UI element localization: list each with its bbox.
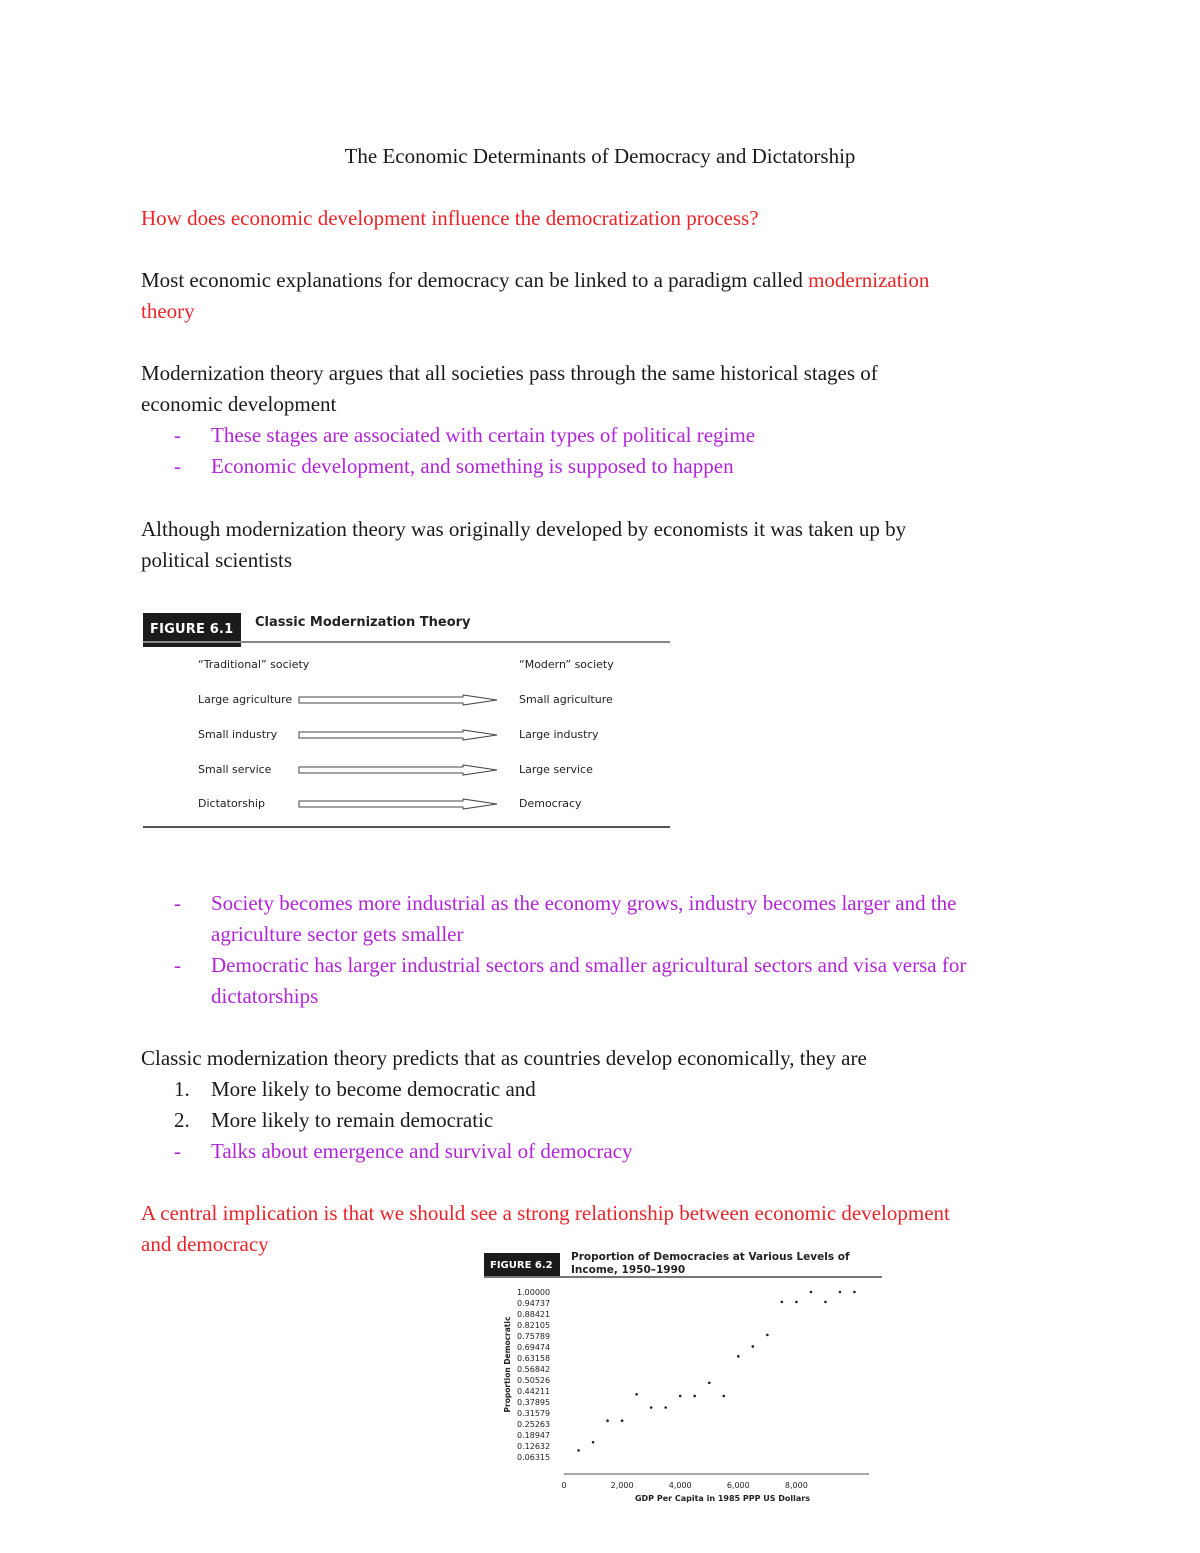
y-tick-label: 0.44211	[517, 1387, 551, 1396]
numbered-item-text: More likely to become democratic and	[211, 1077, 536, 1101]
x-tick-label: 8,000	[784, 1481, 808, 1490]
y-tick-label: 0.63158	[517, 1354, 551, 1363]
scatter-point	[737, 1355, 740, 1358]
scatter-point	[664, 1406, 667, 1409]
y-tick-label: 0.88421	[517, 1310, 551, 1319]
scatter-point	[592, 1441, 595, 1444]
y-tick-label: 0.06315	[517, 1453, 551, 1462]
row-right-label: Large service	[519, 763, 593, 776]
scatter-point	[621, 1419, 624, 1422]
highlight-term-continued: theory	[141, 299, 195, 323]
numbered-item-text: More likely to remain democratic	[211, 1108, 494, 1132]
list-item-text: Talks about emergence and survival of democracy	[211, 1139, 633, 1163]
scatter-point	[766, 1334, 769, 1337]
scatter-point	[722, 1395, 725, 1398]
list-item-text: Society becomes more industrial as the economy grows, industry becomes larger and the	[211, 891, 957, 915]
figure-title-line1: Proportion of Democracies at Various Levels of	[571, 1251, 850, 1263]
row-left-label: Dictatorship	[198, 797, 265, 810]
figure-tag: FIGURE 6.1	[143, 613, 241, 647]
paragraph-modernization-intro	[141, 265, 929, 296]
list-item	[0, 950, 1200, 1012]
y-tick-label: 0.31579	[517, 1409, 551, 1418]
scatter-point	[853, 1291, 856, 1294]
list-item-text: Economic development, and something is supposed to happen	[211, 454, 734, 478]
figure-6-2	[484, 1248, 884, 1510]
paragraph-stages-line2: economic development	[141, 392, 337, 416]
dash-marker: -	[174, 891, 181, 915]
y-tick-label: 0.75789	[517, 1332, 551, 1341]
scatter-chart	[484, 1280, 884, 1510]
y-tick-label: 0.37895	[517, 1398, 551, 1407]
scatter-point	[635, 1393, 638, 1396]
row-right-label: Large industry	[519, 728, 599, 741]
implication-line1: A central implication is that we should see a strong relationship between economic development	[141, 1201, 950, 1225]
x-tick-label: 2,000	[610, 1481, 634, 1490]
list-item	[0, 888, 1200, 950]
y-tick-label: 1.00000	[517, 1288, 551, 1297]
list-item-text: These stages are associated with certain types of political regime	[211, 423, 756, 447]
x-tick-label: 0	[561, 1481, 567, 1490]
x-tick-label: 4,000	[668, 1481, 692, 1490]
scatter-point	[781, 1301, 784, 1304]
list-item-text: Democratic has larger industrial sectors and smaller agricultural sectors and visa versa for	[211, 953, 967, 977]
y-tick-label: 0.94737	[517, 1299, 551, 1308]
y-tick-label: 0.69474	[517, 1343, 551, 1352]
paragraph-predictions: Classic modernization theory predicts that as countries develop economically, they are	[141, 1046, 867, 1070]
arrow-right-icon	[298, 694, 498, 706]
scatter-point	[650, 1406, 653, 1409]
dash-marker: -	[174, 423, 181, 447]
y-tick-label: 0.56842	[517, 1365, 551, 1374]
figure-title: Classic Modernization Theory	[255, 615, 471, 630]
scatter-point	[693, 1395, 696, 1398]
y-tick-label: 0.18947	[517, 1431, 551, 1440]
figure-tag: FIGURE 6.2	[484, 1253, 560, 1278]
x-axis-label: GDP Per Capita in 1985 PPP US Dollars	[634, 1494, 811, 1503]
y-tick-label: 0.25263	[517, 1420, 551, 1429]
row-right-label: Democracy	[519, 797, 582, 810]
scatter-point	[810, 1291, 813, 1294]
list-item-text-continued: dictatorships	[211, 984, 319, 1008]
arrow-right-icon	[298, 729, 498, 741]
scatter-point	[606, 1419, 609, 1422]
arrow-right-icon	[298, 764, 498, 776]
implication-line2: and democracy	[141, 1232, 269, 1256]
figure-divider	[484, 1276, 882, 1278]
paragraph-stages-line1: Modernization theory argues that all societies pass through the same historical stages of	[141, 361, 878, 385]
figure-divider	[143, 641, 670, 643]
figure-title-line2: Income, 1950–1990	[571, 1264, 686, 1276]
figure-bottom-rule	[143, 826, 670, 828]
y-axis-label: Proportion Democratic	[503, 1316, 512, 1413]
row-left-label: Large agriculture	[198, 693, 293, 706]
figure-6-1	[143, 606, 670, 830]
traditional-header: “Traditional” society	[198, 658, 310, 671]
number-marker: 1.	[174, 1077, 190, 1101]
y-tick-label: 0.50526	[517, 1376, 551, 1385]
paragraph-text: Most economic explanations for democracy can be linked to a paradigm called	[141, 268, 809, 292]
row-right-label: Small agriculture	[519, 693, 613, 706]
row-left-label: Small service	[198, 763, 272, 776]
scatter-point	[839, 1291, 842, 1294]
scatter-point	[577, 1449, 580, 1452]
scatter-point	[824, 1301, 827, 1304]
question: How does economic development influence the democratization process?	[141, 206, 759, 230]
scatter-point	[752, 1345, 755, 1348]
scatter-point	[708, 1381, 711, 1384]
y-tick-label: 0.82105	[517, 1321, 551, 1330]
paragraph-origin-line1: Although modernization theory was originally developed by economists it was taken up by	[141, 517, 907, 541]
paragraph-origin-line2: political scientists	[141, 548, 293, 572]
list-item-text-continued: agriculture sector gets smaller	[211, 922, 464, 946]
modern-header: “Modern” society	[519, 658, 614, 671]
x-tick-label: 6,000	[726, 1481, 750, 1490]
figure-title	[571, 1251, 850, 1277]
highlight-term: modernization	[808, 268, 930, 292]
row-left-label: Small industry	[198, 728, 278, 741]
dash-marker: -	[174, 1139, 181, 1163]
number-marker: 2.	[174, 1108, 190, 1132]
scatter-point	[795, 1301, 798, 1304]
scatter-point	[679, 1395, 682, 1398]
y-tick-label: 0.12632	[517, 1442, 551, 1451]
dash-marker: -	[174, 953, 181, 977]
page-title: The Economic Determinants of Democracy and Dictatorship	[344, 144, 856, 168]
arrow-right-icon	[298, 798, 498, 810]
dash-marker: -	[174, 454, 181, 478]
